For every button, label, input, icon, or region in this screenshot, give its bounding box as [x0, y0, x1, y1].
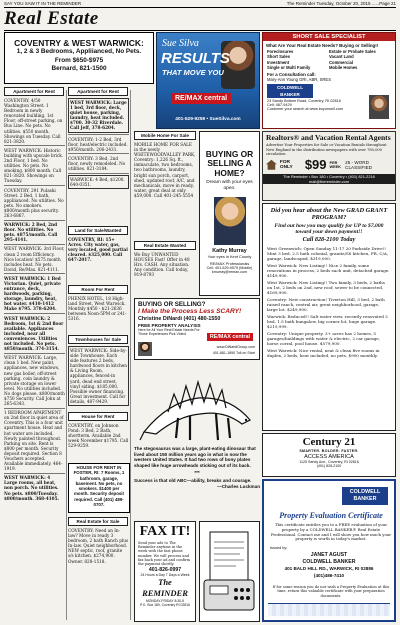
dinosaur-illustration — [138, 362, 258, 446]
certificate-phone: (401)486-7410 — [313, 573, 345, 578]
header-left: SAY YOU SAW IT IN THE REMINDER — [4, 1, 82, 6]
short-sale-item: Commercial — [329, 59, 353, 65]
list-item: Coventry: New construction! Tiverton Hill, 3 bed, 2 bath raised ranch, central air, great neighborhood, garage, large lot. $249,900. — [267, 297, 385, 312]
realtors-ad — [262, 131, 396, 201]
short-sale-address: 23 Sandy Bottom Road, Coventry, RI 02816 — [267, 99, 341, 104]
short-sale-item: Foreclosures — [267, 49, 294, 54]
realtors-email: mail@thereminder.com — [263, 179, 395, 184]
realtors-price: $99 — [304, 157, 327, 173]
divider — [4, 408, 65, 409]
short-sale-title: SHORT SALE SPECIALIST — [263, 33, 395, 41]
apartment-for-rent-header-2: Apartment for Rent — [68, 87, 128, 96]
grant-title: Did you hear about the New GRAD GRANT PROGRAM? — [270, 207, 388, 222]
list-item: WEST WARWICK: 2 Bedroom, 1st & 2nd floor available. Appliances included, near all conveniences. Utilities not included. No pets. $850/month. 374-3154. — [4, 315, 64, 352]
classified-column-1 — [4, 98, 65, 620]
divider — [4, 185, 65, 186]
realtors-footer: The Reminder • Box 180 • Coventry • (401) 821-2216 — [263, 174, 395, 179]
short-sale-item: Vacant Land — [329, 54, 354, 60]
sue-silva-ad — [156, 32, 260, 129]
christine-photo — [138, 342, 152, 356]
mobile-home-header: Mobile Home For Sale — [134, 131, 196, 140]
short-sale-company: COLDWELL BANKER — [267, 84, 313, 98]
certificate-agent: JANET AGUST — [310, 552, 348, 558]
list-item: WEST WARWICK: Large, clean 1 bed. New paint, appliances, new windows, new gas boiler, off-street parking, coin laundry & private storage on lower level. No utilities included. No dogs please. $800/month $750 Security. Call John at 265-6343. — [4, 355, 65, 407]
list-item: WARWICK: 2 Bed, 2nd floor. No utilities. No pets. $875/month. Call 295-4141. — [4, 222, 58, 243]
list-item: COVENTRY: Need an In-law? Move in ready 3 bedroom, 2 bath Ranch plus In-law. Quiet neighborhood. NEW septic, roof, granite s/s kitchen. $274,900. Owner. 828-1518. — [68, 528, 129, 564]
certificate-title: Property Evaluation Certificate — [279, 511, 383, 520]
kathy-photo — [214, 197, 246, 245]
realtors-only: FOR ONLY — [279, 159, 293, 170]
short-sale-item: Short Sales — [267, 54, 291, 60]
realtors-per: PER WEEK — [329, 160, 341, 169]
stegosaurus-icon — [138, 362, 258, 446]
short-sale-agent: Mary-Ann Young GRI, ABR, SRES — [267, 77, 332, 83]
fax-brand: The REMINDER — [142, 577, 188, 599]
real-estate-for-sale-header: Real Estate for Sale — [68, 517, 128, 526]
list-item: West Warwick: New Listing!! Nice 2 family, some renovations in process, 2 beds each unit, detached garage. $149,900. — [267, 263, 390, 278]
fax-machine-illustration — [199, 521, 260, 622]
christine-free: FREE PROPERTY ANALYSIS — [138, 323, 201, 328]
list-item: West Warwick: New Listing!! Two family, 3 beds, 2 baths on 1st, 2 beds on 2nd, new roof, sewer to be connected, $169,900. — [267, 280, 385, 295]
list-item: MOBILE HOME FOR SALE in the newly WHITEWOODVALLEY PARK, Coventry: 1,226 Sq. ft., immaculate, two bedrooms, two bathrooms, laundry, bright sun porch, carport, shed, updated roof, A/C, and mechanicals, move in ready, water, great deal at only $59,000. Call 401-245-5554 — [134, 142, 196, 198]
century21-phone: (401) 828-2100 — [316, 464, 342, 468]
century21-sub: SMARTER. BOLDER. FASTER. — [299, 449, 359, 453]
realtors-title: Realtors® and Vacation Rental Agents — [266, 133, 391, 142]
short-sale-item: Estate or Probate Sales — [329, 49, 376, 54]
sue-silva-tagline: THAT MOVE YOU — [162, 68, 224, 77]
house-ads — [68, 423, 129, 459]
list-item: WEST WARWICK: 4 Large rooms, all heat, non porch. No utilities. No pets. $800/Tuesday. $800/month. 368-4105. — [4, 475, 59, 501]
christine-note: Here for All Your Real Estate Needs For Those Experiences Pick Video! — [138, 328, 200, 336]
certificate-issued: Issued by: — [270, 546, 288, 550]
certificate-brand: COLDWELL BANKER — [342, 487, 388, 505]
land-for-sale-header: Land for Sale/Wanted — [68, 226, 128, 235]
kathy-email: kmurray@remax.com — [211, 269, 248, 274]
realtors-text: Advertise Your Properties for Sale or Vacation Rentals throughout New England in the distribution newspapers with over 780,000 circulation — [266, 143, 387, 156]
property-evaluation-certificate — [262, 479, 396, 622]
list-item: 1 BEDROOM APARTMENT on 2nd floor in quiet area of Coventry. This is a four unit apartment house. Heat and hot water are included. Newly painted throughout. Parking on site. Rent is $800 per month. Security deposit required. Section 8 Vouchers accepted. Available immediately. 464-1919. — [4, 410, 64, 472]
section-masthead — [4, 7, 396, 31]
coventry-ad — [4, 32, 154, 84]
christine-office: 401-681-1890 Toll on Start — [212, 351, 255, 355]
century21-ad — [262, 433, 396, 477]
christine-web: www.DiNardiGroup.com — [216, 345, 255, 349]
century21-address: 1125 Sandy Ave., Coventry, RI 02816 — [299, 460, 359, 464]
divider — [4, 273, 65, 274]
mobile-home-ad — [134, 142, 196, 238]
list-item: West Warwick: Nice rental, neat & clean five rooms in duplex, 2 beds, heat included, no pets, $900 monthly. — [267, 348, 380, 358]
fax-title: FAX IT! — [139, 524, 191, 539]
re-wanted-header: Real Estate Wanted — [134, 241, 196, 250]
short-sale-list — [263, 49, 395, 70]
dinosaur-text — [134, 446, 260, 518]
column-divider — [130, 90, 131, 620]
grant-line3: Call 828-2100 Today — [302, 236, 356, 243]
kathy-name: Kathy Murray — [212, 247, 247, 254]
century21-agency: ACCESS AMERICA — [304, 454, 354, 460]
list-item: WARWICK: 4 Bed, $1200. 640-0351. — [68, 175, 129, 189]
grant-listings — [267, 246, 391, 358]
fax-hours: 24 Hours a Day 7 Days a Week — [140, 573, 190, 578]
sue-silva-phone: 401-529-9259 • SueSilva.com — [175, 117, 241, 122]
classified-column-2 — [68, 98, 129, 222]
list-item: WEST WARWICK: 1 Bed Victorian. Quiet, private entrance, deck, hardwoods, parking, storage, laundry, heat, hot water. $410-1412 Make $795. 378-6204. — [4, 275, 61, 312]
short-sale-website: Customer your search at www.buyonsell.com — [267, 107, 343, 112]
list-item: COVENTRY, 291 Pulaski Street. 2 Bed, 1 bath, appliianced. No utilities. No pets. No smokers. $800/month plus security. 263-6867. — [4, 187, 64, 218]
coventry-ad-line1: 1, 2 & 3 Bedrooms, Appliianced, No Pets. — [16, 48, 142, 55]
list-item: West Greenwich: Open Sunday 11-17 20 Parkside Drive!! Mint 3 bed, 2.5 bath colonial, granite/SS kitchen, FR, C/A, garage, landscaped, $319,000. — [267, 246, 389, 261]
townhouses-header: Townhouses for Sale — [68, 335, 128, 344]
list-item: WEST WARWICK: Historic building with upscale brick. 2nd Floor, 1 bed. No utilities. No pets. No smoking. $800 month. Call 821-3820. Showings on Tuesday. — [4, 147, 64, 184]
quote-author: —Charles Luckman — [217, 483, 260, 489]
realtors-price-row — [263, 156, 395, 173]
grad-grant-ad — [262, 203, 396, 431]
short-sale-item: Single or Multi Family — [267, 64, 311, 70]
list-item: WEST WARWICK: 3rd Floor, clean 2 room Efficiency. Nice location! $575 month includes heat. No pets. David, Re/Max. 821-4111. — [4, 246, 65, 272]
sale-ads — [68, 528, 129, 574]
buying-title: BUYING OR SELLING A HOME? — [205, 149, 254, 178]
section-title: Real Estate — [4, 8, 99, 29]
land-ads — [68, 237, 129, 283]
quote-divider: *** — [194, 470, 200, 476]
christine-brand: RE/MAX central — [207, 333, 253, 341]
sue-silva-name: Sue Silva — [162, 38, 199, 49]
divider — [68, 134, 129, 135]
short-sale-photo — [369, 95, 389, 119]
fax-address: P.O. Box 180, Coventry RI 02816 — [140, 603, 190, 608]
buying-subtitle: Dream with your eyes open. — [206, 180, 253, 192]
townhouse-ads — [68, 346, 129, 410]
century21-brand: Century 21 — [302, 436, 356, 448]
foster-house-text: HOUSE FOR RENT IN FOSTER, RI: 7 Rooms, 1 bathroom, garage, basement. No pets, no smokers. $1400 per month. Security deposit required. Call (401) 489-0707. — [73, 465, 125, 508]
certificate-text: This certificate entitles you to a FREE evaluation of your property by a COLDWELL BANKER® Real Estate Professional. Contact me and I will show you how much your property is worth in today's market. — [270, 522, 392, 542]
page-header — [4, 1, 396, 6]
divider — [4, 220, 65, 221]
short-sale-question: What Are Your Real Estate Needs? Buying or Selling!! — [266, 43, 379, 48]
grant-line2: Find out how you may qualify for UP to $7,000 toward your down payment!! — [274, 222, 384, 236]
list-item: COVENTRY: 1-2 Bed, 3rd floor, heat/electric included. $950/month. 206-2431. — [68, 136, 128, 152]
quote-text: Success is that old ABC—ability, breaks and courage. — [134, 477, 252, 483]
re-wanted-ad — [134, 252, 196, 296]
realtors-word: 25 - WORD CLASSIFIED — [345, 159, 372, 170]
coventry-ad-line2: From $650-$975 — [54, 56, 104, 64]
divider — [4, 244, 65, 245]
list-item: Warwick: Reduced!! Salt water view, recently renovated 3 bed, 1.5 bath bungalow, big corner lot, huge garage. $219,999. — [267, 314, 388, 329]
short-sale-phone: Cell: 487-9429 — [267, 103, 292, 108]
column-divider — [66, 90, 67, 620]
divider — [4, 353, 65, 354]
list-item: WEST WARWICK: Side-by-side Townhouse. Each side features 2 beds, hardwood floors in kitchen & Living Room, appliances, fenced-in yard, dead end street, vinyl siding. $185,000. Possible owner financing. Great investment. Call for details, 487-9429. — [68, 346, 129, 406]
christine-subtitle: I Make the Process Less SCARY! — [138, 308, 242, 315]
certificate-footer: If for some reason you do not wish a Property Evaluation at this time, return this valuable certificate with your preparation documents. — [272, 585, 390, 598]
foster-house-ad — [68, 463, 130, 513]
list-item: COVENTRY: 3 Bed, 2nd floor, newly remodeled. No utilities. 821-3184. — [68, 155, 126, 172]
sue-silva-results: RESULTS — [161, 50, 230, 67]
certificate-ribbon — [268, 603, 390, 616]
divider — [4, 313, 65, 314]
divider — [4, 145, 65, 146]
kathy-phone: Cell: 401-529-9575 (Mobile) — [206, 265, 253, 270]
list-item: Coventry: Unique property. 3+ acres has 2 homes, 5 garages/buildings with water & electric, 2 car garage, horse corral, pool house. $579,900. — [267, 331, 381, 346]
short-sale-ad — [262, 32, 396, 129]
kathy-firm: RE/MAX Professionals — [209, 260, 250, 266]
list-item: COVENTRY, 4/50 Washington Street. 1 Bedroom in newly renovated building. 1st Floor, off-street parking, on Bus Line. No pets. No utilities. $550 month. Showings on Tuesday. Call 821-3820. — [4, 98, 63, 144]
room-for-rent-header: Room For Rent — [68, 285, 128, 294]
list-item: We Buy UNWANTED HOUSES Fast! Offer in 48 Hrs. CASH. Any situation. Any condition. Call today, 919-8793 — [134, 252, 190, 278]
room-ads — [68, 296, 129, 332]
stegosaurus-fact: The stegosaurus was a large, plant-eating dinosaur that lived about 150 million years ago in what is now the western United States. It had two rows of bony plates shaped like huge arrowheads sticking out of its back. — [134, 446, 256, 468]
divider — [4, 473, 65, 474]
fax-it-ad — [134, 521, 196, 622]
short-sale-item: Mobile Homes — [329, 64, 358, 70]
list-item: PHENIX HOTEL, 18 High-land Street, West Warwick. Monthly $450 - $21-2636 between Noon-5PM or 241-5316. — [68, 296, 127, 322]
certificate-address: 401 BALD HILL RD., WARWICK, RI 02886 — [284, 566, 374, 571]
fax-machine-icon — [200, 522, 259, 621]
short-sale-consult: For a Consultation call: — [267, 72, 316, 78]
short-sale-item: Investment — [267, 59, 290, 65]
header-right: The Reminder Tuesday, October 20, 2015 ......Page 21 — [286, 1, 396, 6]
christine-agent: Christine DiNardi (401) 480-1550 — [138, 316, 221, 322]
coventry-ad-title: COVENTRY & WEST WARWICK: — [14, 38, 144, 48]
house-for-rent-header: House for Rent — [68, 412, 128, 421]
kathy-tag: Your eyes in Kent County — [207, 253, 252, 259]
coventry-ad-phone: Bernard, 821-1500 — [51, 65, 107, 72]
house-icon — [266, 160, 277, 170]
fax-phone: MONDAY-FRIDAY 8:30-5 — [145, 599, 185, 604]
fax-text: Send your ads to The Reminder anytime in the week with the fast phone number. We will process and fax back your ad and confirm the payment shortly. — [138, 541, 190, 567]
list-item: COVENTRY, on Johnson Pond: 3 Bed, 2 Bath, shortterm. Available 2nd week November $1795. Call 529-9259. — [68, 423, 129, 449]
apartment-for-rent-header: Apartment for Rent — [4, 87, 64, 96]
certificate-agent-firm: COLDWELL BANKER — [302, 559, 356, 565]
divider — [68, 173, 129, 174]
fax-number: 401-826-0997 — [148, 567, 182, 574]
sue-silva-brand: RE/MAX central — [171, 93, 231, 104]
list-item: COVENTRY, RI: 15+ Acres. City water, gas, very located, good partial cleared. $325,000. Call 647-2017. — [68, 237, 128, 263]
christine-title: BUYING OR SELLING? — [138, 301, 206, 308]
kathy-murray-ad — [199, 131, 260, 296]
divider — [68, 153, 129, 154]
list-item: WEST WARWICK: Large 1 bed, 3rd floor, deck, quiet house, parking, laundry, heat included. $700. 30-32 Riverdale. Call Jeff, 378-6204. — [68, 98, 129, 133]
christine-dinardi-ad — [134, 298, 260, 360]
